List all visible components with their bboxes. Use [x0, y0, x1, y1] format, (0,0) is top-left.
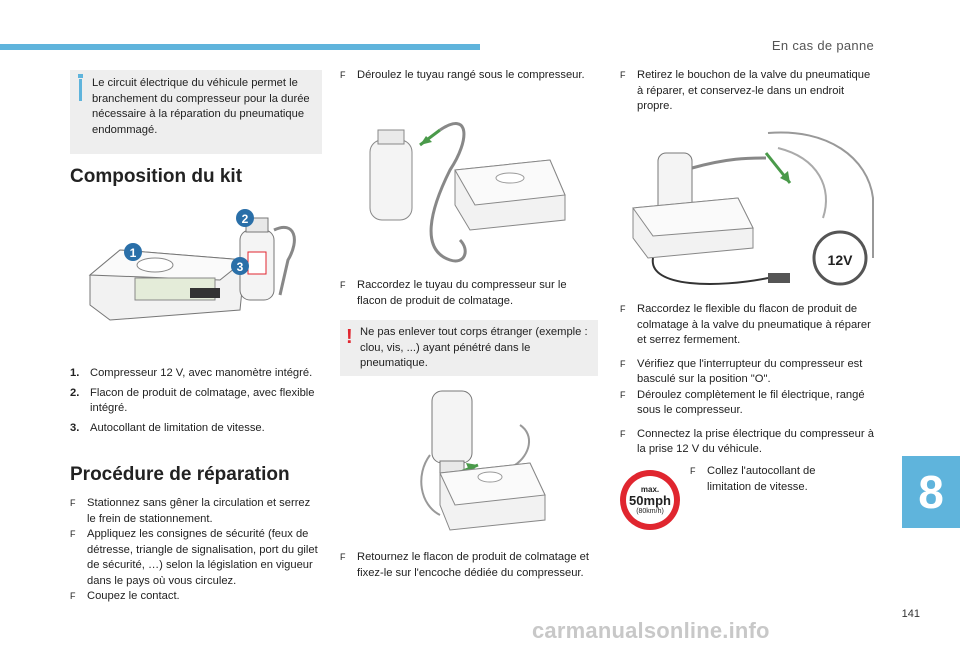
- sticker-line2: 50mph: [629, 492, 671, 508]
- list-item: 1. Compresseur 12 V, avec manomètre intégré.: [70, 367, 313, 379]
- repair-steps: [70, 496, 322, 605]
- callout-3-label: 3: [236, 260, 244, 274]
- sticker-line3: (80km/h): [636, 507, 664, 515]
- middle-step-2: F Raccordez le tuyau du compresseur sur le flacon de produit de colmatage.: [340, 279, 567, 307]
- hose-unroll-illustration: [360, 110, 580, 270]
- warning-icon: !: [346, 326, 353, 348]
- repair-title: Procédure de réparation: [70, 464, 290, 485]
- kit-items: [70, 366, 320, 440]
- section-title: En cas de panne: [771, 38, 874, 53]
- warning-text: Ne pas enlever tout corps étranger (exemple : clou, vis, ...) ayant pénétré dans le pneumatique.: [360, 326, 588, 369]
- callout-2-label: 2: [241, 212, 249, 226]
- sticker-line1: max.: [640, 484, 660, 494]
- callout-1-label: 1: [129, 246, 137, 260]
- bottle-flip-illustration: [410, 385, 560, 540]
- info-box: [70, 70, 322, 154]
- info-icon: [78, 74, 83, 78]
- list-item: 2. Flacon de produit de colmatage, avec flexible intégré.: [70, 386, 315, 414]
- valve-connect-illustration: [618, 128, 874, 298]
- right-steps: F Raccordez le flexible du flacon de produit de colmatage à la valve du pneumatique à réparer et serrez fermement. F Vérifiez que l'interrupteur du compresseur est basculé sur la position "O". F Déroulez complètement le fil électrique, rangé sous le compresseur. F Connectez la prise électrique du compresseur à la prise 12 V du véhicule.: [620, 303, 874, 455]
- kit-illustration: [80, 200, 320, 350]
- list-item: 3. Autocollant de limitation de vitesse.: [70, 421, 265, 434]
- middle-step-1: F Déroulez le tuyau rangé sous le compresseur.: [340, 69, 585, 81]
- info-icon-bar: [79, 79, 82, 101]
- middle-step-3: F Retournez le flacon de produit de colmatage et fixez-le sur l'encoche dédiée du compresseur.: [340, 551, 589, 579]
- list-item: F Coupez le contact.: [70, 590, 180, 602]
- speed-sticker: [620, 470, 680, 530]
- right-step-1: F Retirez le bouchon de la valve du pneumatique à réparer, et conservez-le dans un endroit propre.: [620, 69, 871, 112]
- list-item: F Appliquez les consignes de sécurité (feux de détresse, triangle de signalisation, port du gilet de sécurité, …) selon la législation en vigueur dans le pays où vous circulez.: [70, 528, 318, 587]
- info-text: Le circuit électrique du véhicule permet le branchement du compresseur pour la durée nécessaire à la réparation du pneumatique endommagé.: [92, 77, 310, 136]
- list-item: F Stationnez sans gêner la circulation et serrez le frein de stationnement.: [70, 497, 311, 525]
- header-bar: [0, 44, 480, 50]
- watermark: carmanualsonline.info: [532, 618, 770, 643]
- page-number: 141: [901, 608, 920, 620]
- warning-box: [340, 320, 598, 376]
- right-step-6: F Collez l'autocollant de limitation de vitesse.: [690, 465, 816, 493]
- socket-12v-label: 12V: [827, 252, 853, 268]
- chapter-tab: 8: [902, 456, 960, 528]
- kit-title: Composition du kit: [70, 166, 243, 187]
